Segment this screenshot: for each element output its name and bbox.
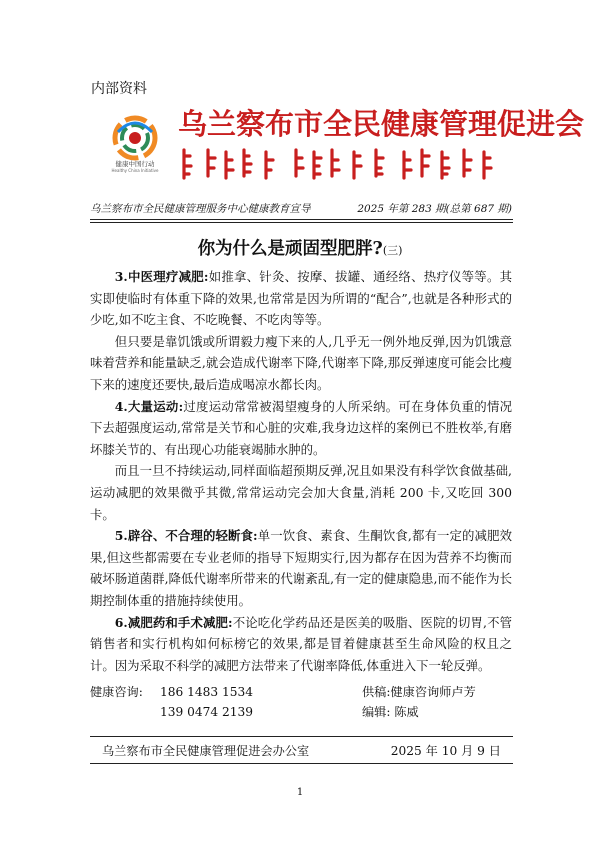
section-heading: 5.辟谷、不合理的轻断食:	[114, 528, 258, 544]
internal-label: 内部资料	[91, 81, 147, 97]
paragraph: 3.中医理疗减肥:如推拿、针灸、按摩、拔罐、通经络、热疗仪等等。其实即使临时有体重下降的效果,也常常是因为所谓的“配合”,也就是各种形式的少吃,如不吃主食、不吃晚餐、不吃肉等等。	[90, 269, 512, 328]
paragraph: 5.辟谷、不合理的轻断食:单一饮食、素食、生酮饮食,都有一定的减肥效果,但这些都需要在专业老师的指导下短期实行,因为都存在因为营养不均衡而破坏肠道菌群,降低代谢率所带来的代谢紊乱,有一定的健康隐患,而不能作为长期控制体重的措施持续使用。	[90, 528, 512, 608]
article-title-text: 你为什么是顽固型肥胖?	[197, 239, 383, 259]
page-number: 1	[296, 787, 304, 798]
footer-divider-bottom	[90, 763, 513, 764]
phone-number-2: 139 0474 2139	[160, 705, 254, 719]
footer-date: 2025 年 10 月 9 日	[390, 744, 501, 758]
footer-office: 乌兰察布市全民健康管理促进会办公室	[102, 744, 310, 758]
article-title	[0, 235, 600, 260]
contributor: 供稿:健康咨询师卢芳	[362, 685, 476, 699]
section-heading: 3.中医理疗减肥:	[114, 269, 209, 284]
mongolian-script-title	[178, 146, 496, 182]
footer-divider-top	[90, 736, 513, 737]
issue-number: 2025 年第 283 期(总第 687 期)	[357, 203, 512, 215]
section-heading: 6.减肥药和手术减肥:	[114, 614, 233, 630]
issuer: 乌兰察布市全民健康管理服务中心健康教育宣导	[90, 203, 311, 215]
header-divider-thin	[90, 222, 513, 223]
article-body	[90, 266, 512, 676]
paragraph: 而且一旦不持续运动,同样面临超预期反弹,况且如果没有科学饮食做基础,运动减肥的效果微乎其微,常常运动完会加大食量,消耗 200 卡,又吃回 300 卡。	[90, 463, 512, 522]
article-title-part: (三)	[382, 244, 403, 257]
phone-number-1: 186 1483 1534	[160, 685, 254, 699]
editor: 编辑: 陈威	[362, 705, 419, 719]
contact-block	[90, 682, 512, 722]
footer	[90, 742, 513, 759]
organization-title: 乌兰察布市全民健康管理促进会	[178, 107, 585, 141]
logo-caption: 健康中国行动	[115, 160, 155, 168]
issue-meta-line	[90, 201, 512, 216]
paragraph: 4.大量运动:过度运动常常被渴望瘦身的人所采纳。可在身体负重的情况下去超强度运动,常常是关节和心脏的灾难,我身边这样的案例已不胜枚举,有磨坏膝关节的、有出现心功能衰竭肺水肿的。	[90, 398, 512, 457]
logo-caption-en: Healthy China Initiative	[111, 168, 159, 173]
paragraph: 6.减肥药和手术减肥:不论吃化学药品还是医美的吸脂、医院的切胃,不管销售者和实行机构如何标榜它的效果,都是冒着健康甚至生命风险的权且之计。因为采取不科学的减肥方法带来了代谢率降低,体重进入下一轮反弹。	[90, 614, 512, 673]
header-divider	[90, 219, 513, 220]
section-heading: 4.大量运动:	[114, 398, 184, 414]
paragraph: 但只要是靠饥饿或所谓毅力瘦下来的人,几乎无一例外地反弹,因为饥饿意味着营养和能量缺乏,就会造成代谢率下降,代谢率下降,那反弹速度可能会比瘦下来的速度还要快,最后造成喝凉水都长肉。	[90, 333, 512, 392]
contact-label: 健康咨询:	[90, 685, 143, 699]
